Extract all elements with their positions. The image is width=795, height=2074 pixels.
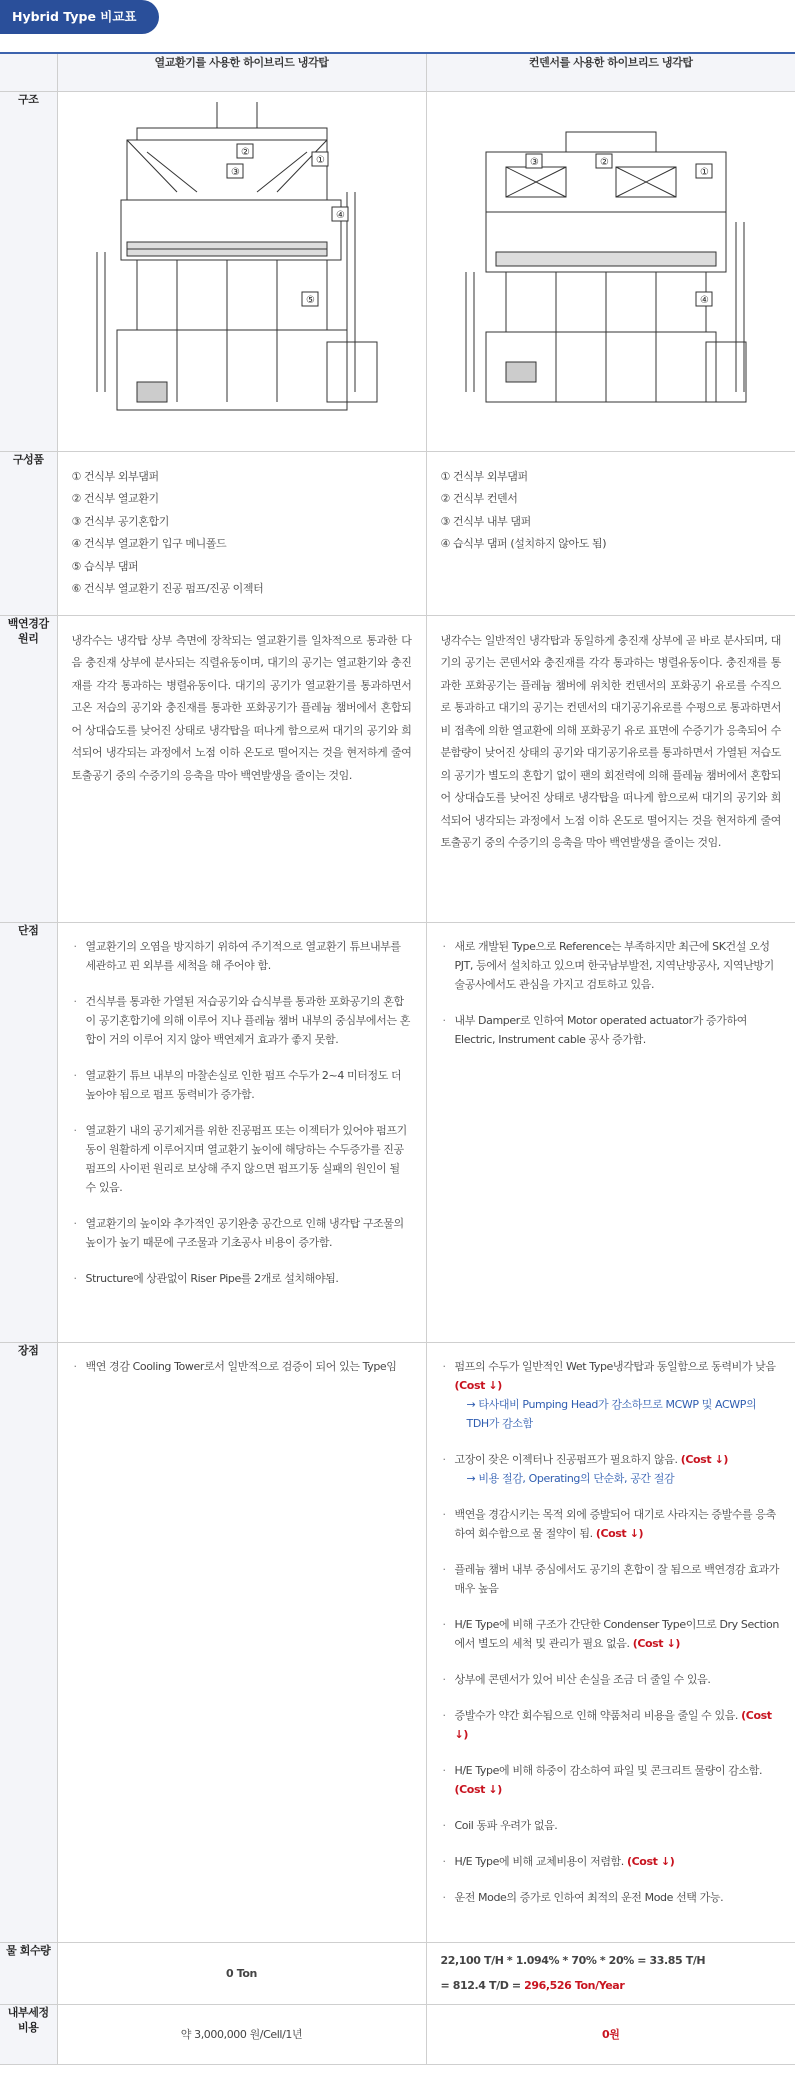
pros-item-text: 증발수가 약간 회수됨으로 인해 약품처리 비용을 줄일 수 있음. (454, 1708, 739, 1722)
water-b-annual: 296,526 Ton/Year (524, 1979, 625, 1992)
components-b (426, 451, 795, 615)
principle-text-a: 냉각수는 냉각탑 상부 측면에 장착되는 열교환기를 일차적으로 통과한 다음 충진재 상부에 분사되는 직렬유동이며, 대기의 공기는 열교환기와 충진재를 각각 통과하는 병렬유동이다. 대기의 공기가 열교환기를 통과하면서 고온 저습의 공기와 충진재를 통과한 포화공기가 플레늄 챔버에서 혼합되어 상대습도를 낮어진 상태로 냉각탑을 떠나게 함으로써 대기의 공기와 희석되어 냉각되는 과정에서 노점 이하 온도로 떨어지는 것을 현저하게 줄여 토출공기 중의 수증기의 응축을 막아 백연발생을 줄이는 것임. (71, 633, 412, 782)
structure-diagram-b (426, 91, 795, 451)
cost-down-badge: (Cost ↓) (595, 1526, 644, 1540)
pros-item (441, 1357, 782, 1433)
cons-item: · 열교환기의 높이와 추가적인 공기완충 공간으로 인해 냉각탑 구조물의 높이가 높기 때문에 구조물과 기초공사 비용이 증가함. (72, 1214, 412, 1252)
water-b-line2-prefix: = 812.4 T/D = (440, 1979, 525, 1992)
diagram-a-label-2: ② (240, 146, 250, 158)
pros-item-text: H/E Type에 비해 하중이 감소하여 파일 및 콘크리트 물량이 감소함. (454, 1763, 763, 1777)
cost-down-badge: (Cost ↓) (454, 1708, 772, 1741)
water-a: 0 Ton (57, 1942, 426, 2004)
row-head-structure: 구조 (0, 91, 57, 451)
heat-exchanger-tower-diagram (77, 92, 407, 432)
pros-b (426, 1342, 795, 1942)
cost-down-badge: (Cost ↓) (632, 1636, 681, 1650)
cons-a (57, 922, 426, 1342)
pros-a (57, 1342, 426, 1942)
header-empty (0, 53, 57, 91)
diagram-a-label-3: ③ (230, 166, 240, 178)
comparison-table (0, 52, 795, 2065)
header-row (0, 53, 795, 91)
pros-item-text: 플레늄 챔버 내부 중심에서도 공기의 혼합이 잘 됨으로 백연경감 효과가 매우 높음 (454, 1562, 779, 1595)
cons-item: · Structure에 상관없이 Riser Pipe를 2개로 설치해야됨. (72, 1269, 412, 1288)
row-head-principle-line1: 백연경감 (7, 616, 49, 630)
pros-item-text: 운전 Mode의 증가로 인하여 최적의 운전 Mode 선택 가능. (454, 1890, 724, 1904)
header-col-a: 열교환기를 사용한 하이브리드 냉각탑 (57, 53, 426, 91)
principle-text-b: 냉각수는 일반적인 냉각탑과 동일하게 충진재 상부에 곧 바로 분사되며, 대기의 공기는 콘덴서와 충진재를 각각 통과하는 병렬유동이다. 충진재를 통과한 포화공기는 플레늄 챔버에 위치한 컨덴서의 포화공기 유로를 수직으로 통과하고 대기의 공기는 컨덴서의 대기공기유로를 수평으로 통과하면서 비 접촉에 의한 열교환에 의해 포화공기 유로 표면에 수증기가 응축되어 수분함량이 낮어진 상태의 공기와 대기공기유로를 통과하면서 가열된 저습도의 공기가 별도의 혼합기 없이 팬의 회전력에 의해 플레늄 챔버에서 혼합되어 상대습도를 낮어진 상태로 냉각탑을 떠나게 함으로써 대기의 공기와 희석되어 냉각되는 과정에서 노점 이하 온도로 떨어지는 것을 현저하게 줄여 토출공기 중의 수증기의 응축을 막아 백연발생을 줄이는 것임. (440, 633, 781, 849)
cons-row (0, 922, 795, 1342)
diagram-b-label-1: ① (699, 166, 709, 178)
pros-item (441, 1615, 782, 1653)
components-row (0, 451, 795, 615)
components-a (57, 451, 426, 615)
row-head-components: 구성품 (0, 451, 57, 615)
row-head-principle (0, 615, 57, 922)
pros-item-note: → 비용 절감, Operating의 단순화, 공간 절감 (466, 1471, 675, 1485)
cons-item: · 열교환기의 오염을 방지하기 위하여 주기적으로 열교환기 튜브내부를 세관하고 핀 외부를 세척을 해 주어야 함. (72, 937, 412, 975)
component-item: ① 건식부 외부댐퍼 (440, 469, 528, 483)
structure-diagram-a (57, 91, 426, 451)
pros-item (441, 1560, 782, 1598)
pros-item-text: H/E Type에 비해 교체비용이 저렴함. (454, 1854, 624, 1868)
pros-item-text: 상부에 콘덴서가 있어 비산 손실을 조금 더 줄일 수 있음. (454, 1672, 711, 1686)
pros-item (441, 1852, 782, 1871)
diagram-b-label-3: ③ (529, 156, 539, 168)
pros-item (441, 1816, 782, 1835)
component-item: ⑥ 건식부 열교환기 진공 펌프/진공 이젝터 (71, 582, 264, 595)
pros-item (441, 1505, 782, 1543)
cleaning-cost-row (0, 2004, 795, 2064)
row-head-cost-line2: 비용 (18, 2021, 39, 2035)
pros-item (441, 1670, 782, 1689)
diagram-b-label-4: ④ (699, 294, 709, 306)
pros-item (441, 1450, 782, 1488)
water-b (426, 1942, 795, 2004)
cleaning-cost-b: 0원 (426, 2004, 795, 2064)
component-item: ③ 건식부 내부 댐퍼 (440, 514, 531, 528)
cons-item: · 새로 개발된 Type으로 Reference는 부족하지만 최근에 SK건설 오성PJT, 등에서 설치하고 있으며 한국남부발전, 지역난방공사, 지역난방기술공사에서도 관심을 가지고 검토하고 있음. (441, 937, 782, 994)
pros-item: · 백연 경감 Cooling Tower로서 일반적으로 검증이 되어 있는 Type임 (72, 1357, 412, 1376)
pros-row (0, 1342, 795, 1942)
pros-item (441, 1888, 782, 1907)
row-head-water: 물 회수량 (0, 1942, 57, 2004)
row-head-pros: 장점 (0, 1342, 57, 1942)
cons-item: · 건식부를 통과한 가열된 저습공기와 습식부를 통과한 포화공기의 혼합이 공기혼합기에 의해 이루어 지나 플레늄 챔버 내부의 중심부에서는 혼합이 거의 이루어 지지 않아 백연제거 효과가 좋지 못함. (72, 992, 412, 1049)
pros-item (441, 1761, 782, 1799)
diagram-a-label-5: ⑤ (305, 294, 315, 306)
cons-item: · 내부 Damper로 인하여 Motor operated actuator가 증가하여 Electric, Instrument cable 공사 증가함. (441, 1011, 782, 1049)
row-head-cost (0, 2004, 57, 2064)
component-item: ③ 건식부 공기혼합기 (71, 514, 169, 528)
page-title-tag: Hybrid Type 비교표 (0, 0, 159, 34)
component-item: ② 건식부 컨덴서 (440, 492, 518, 505)
structure-row (0, 91, 795, 451)
component-item: ⑤ 습식부 댐퍼 (71, 559, 139, 573)
component-item: ④ 습식부 댐퍼 (설치하지 않아도 됨) (440, 537, 607, 550)
pros-item-text: 펌프의 수두가 일반적인 Wet Type냉각탑과 동일함으로 동력비가 낮음 (454, 1359, 776, 1373)
cost-down-badge: (Cost ↓) (680, 1452, 729, 1466)
principle-a (57, 615, 426, 922)
pros-item-text: 고장이 잦은 이젝터나 진공펌프가 필요하지 않음. (454, 1452, 678, 1466)
row-head-principle-line2: 원리 (18, 632, 39, 646)
principle-b (426, 615, 795, 922)
component-item: ① 건식부 외부댐퍼 (71, 469, 159, 483)
cons-item: · 열교환기 내의 공기제거를 위한 진공펌프 또는 이젝터가 있어야 펌프기동이 원활하게 이루어지며 열교환기 높이에 해당하는 수두증가를 진공펌프의 사이펀 원리로 보상해 주지 않으면 펌프기동 실패의 원인이 될 수 있음. (72, 1121, 412, 1197)
header-col-b: 컨덴서를 사용한 하이브리드 냉각탑 (426, 53, 795, 91)
cost-down-badge: (Cost ↓) (454, 1782, 502, 1796)
diagram-b-label-2: ② (599, 156, 609, 168)
cons-item: · 열교환기 튜브 내부의 마찰손실로 인한 펌프 수두가 2~4 미터정도 더 높아야 됨으로 펌프 동력비가 증가함. (72, 1066, 412, 1104)
cons-b (426, 922, 795, 1342)
pros-item-text: Coil 동파 우려가 없음. (454, 1818, 558, 1832)
component-item: ④ 건식부 열교환기 입구 메니폴드 (71, 537, 227, 550)
pros-item-text: H/E Type에 비해 구조가 간단한 Condenser Type이므로 Dry Section에서 별도의 세척 및 관리가 필요 없음. (454, 1617, 779, 1650)
water-b-line1: 22,100 T/H * 1.094% * 70% * 20% = 33.85 T/H (440, 1954, 706, 1967)
cost-down-badge: (Cost ↓) (454, 1378, 502, 1392)
component-item: ② 건식부 열교환기 (71, 492, 159, 505)
pros-item-note: → 타사대비 Pumping Head가 감소하므로 MCWP 및 ACWP의 TDH가 감소함 (466, 1397, 757, 1430)
pros-item (441, 1706, 782, 1744)
water-row (0, 1942, 795, 2004)
diagram-a-label-4: ④ (335, 209, 345, 221)
principle-row (0, 615, 795, 922)
condenser-tower-diagram (446, 92, 776, 432)
pros-b-list (441, 1357, 782, 1907)
water-b-line2 (441, 1973, 795, 1998)
diagram-a-label-1: ① (315, 154, 325, 166)
pros-item-text: 백연을 경감시키는 목적 외에 증발되어 대기로 사라지는 증발수를 응축하여 회수함으로 물 절약이 됨. (454, 1507, 776, 1540)
row-head-cost-line1: 내부세정 (7, 2005, 49, 2019)
cost-down-badge: (Cost ↓) (626, 1854, 675, 1868)
row-head-cons: 단점 (0, 922, 57, 1342)
cleaning-cost-a: 약 3,000,000 원/Cell/1년 (57, 2004, 426, 2064)
